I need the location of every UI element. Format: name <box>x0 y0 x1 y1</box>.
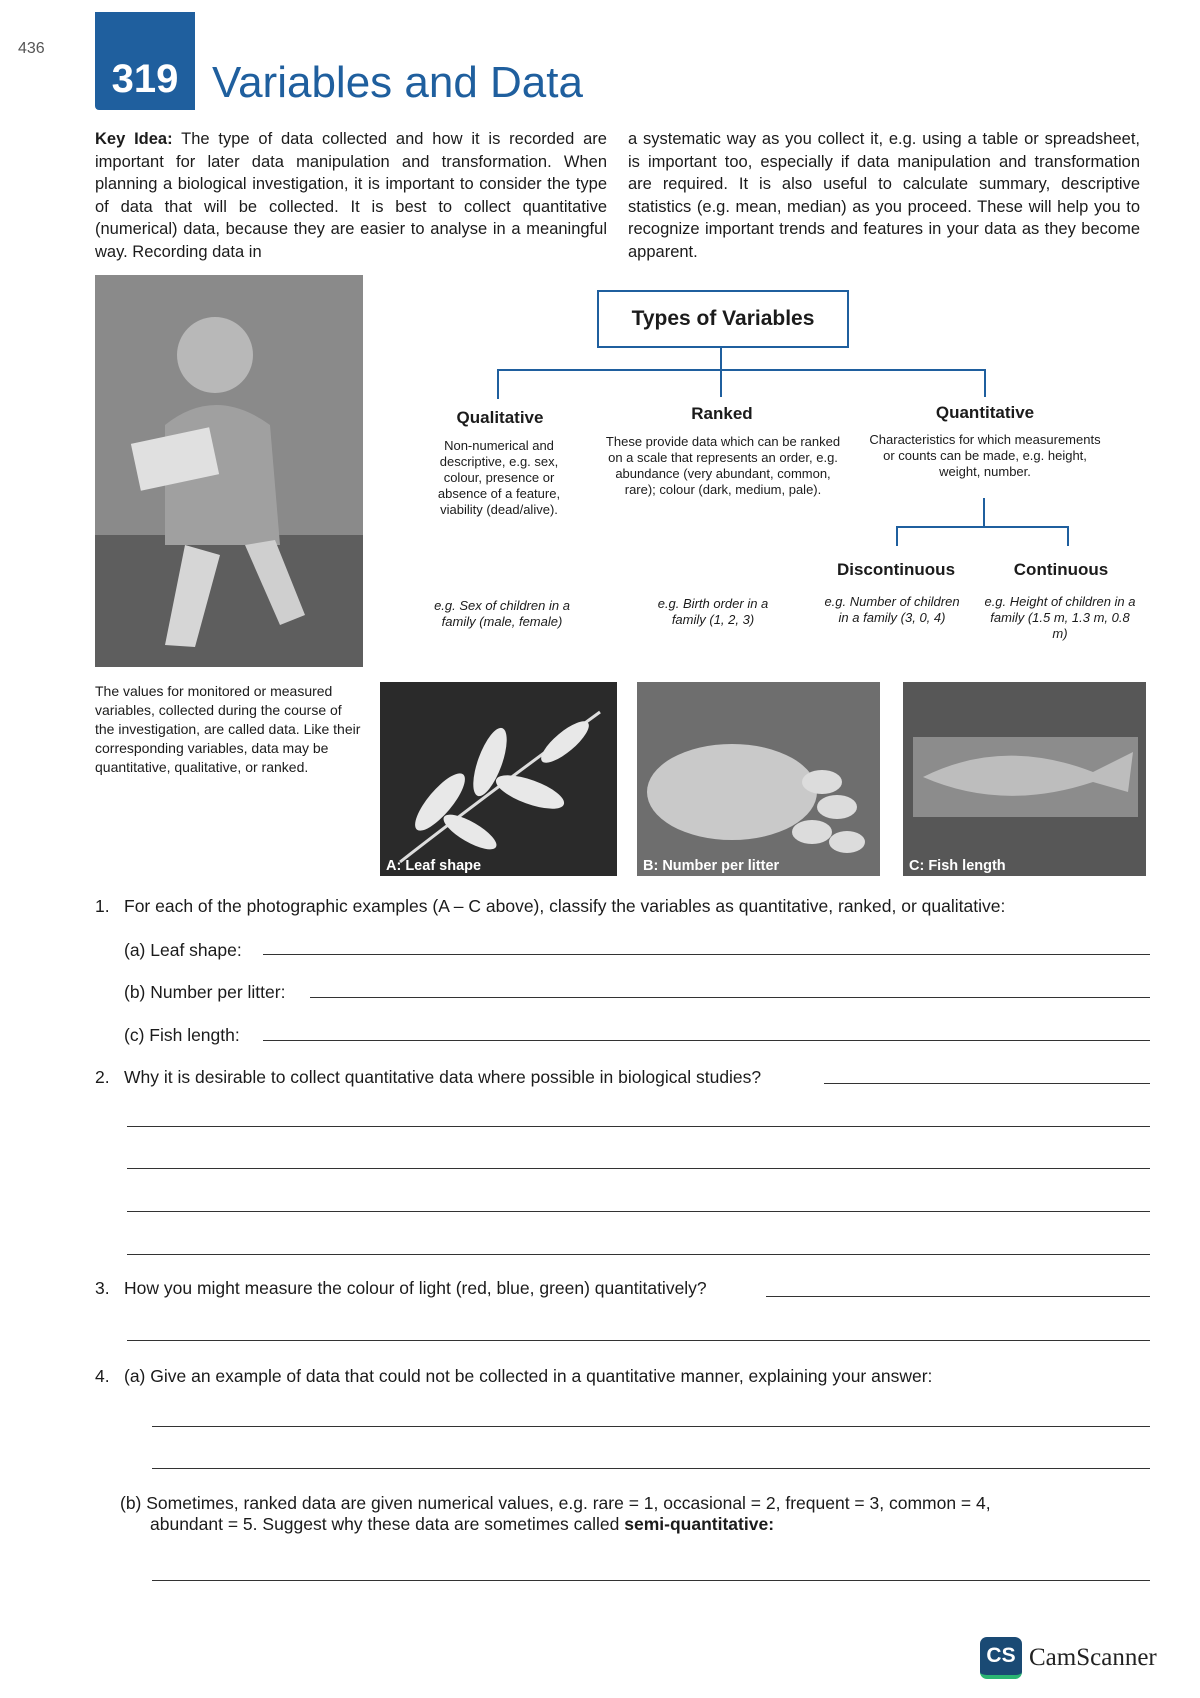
question-2-text: Why it is desirable to collect quantitative data where possible in biological studies? <box>124 1067 762 1087</box>
question-1c-label: (c) Fish length: <box>124 1025 240 1045</box>
photo-leaf-shape <box>380 682 617 876</box>
connector-line <box>896 526 898 546</box>
continuous-heading: Continuous <box>1013 560 1109 579</box>
pig-litter-illustration <box>637 682 880 876</box>
camscanner-watermark <box>980 1636 1194 1680</box>
question-4-number: 4. <box>95 1366 110 1386</box>
key-idea-label: Key Idea: <box>95 130 173 148</box>
ranked-example: e.g. Birth order in a family (1, 2, 3) <box>657 596 769 627</box>
continuous-example: e.g. Height of children in a family (1.5 m, 1.3 m, 0.8 m) <box>984 594 1136 641</box>
photo-a-label: A: Leaf shape <box>386 858 482 874</box>
camscanner-logo-icon: CS <box>980 1637 1022 1679</box>
question-1-number: 1. <box>95 896 110 916</box>
connector-line <box>720 369 722 397</box>
question-4b-line-2 <box>150 1514 1150 1535</box>
side-note: The values for monitored or measured variables, collected during the course of the investigation, are called data. Like their corresponding variables, data may be quantitative, qualitative, or ranked. <box>95 683 361 775</box>
connector-line <box>984 369 986 397</box>
question-1-text: For each of the photographic examples (A – C above), classify the variables as quantitative, ranked, or qualitative: <box>124 896 1006 916</box>
answer-line-2[interactable] <box>127 1168 1150 1169</box>
quantitative-heading: Quantitative <box>935 403 1035 422</box>
question-4a-text: (a) Give an example of data that could not be collected in a quantitative manner, explaining your answer: <box>124 1366 933 1386</box>
connector-line <box>896 526 1069 528</box>
intro-left-text: The type of data collected and how it is recorded are important for later data manipulation and transformation. When planning a biological investigation, it is important to consider the type of data that will be collected. It is best to collect quantitative (numerical) data, because they are easier to analyse in a meaningful way. Recording data in <box>95 130 607 261</box>
question-2-number: 2. <box>95 1067 110 1087</box>
semi-quantitative-term: semi-quantitative: <box>624 1514 775 1534</box>
answer-line-1b[interactable] <box>310 997 1150 998</box>
question-1a-label: (a) Leaf shape: <box>124 940 242 960</box>
ranked-heading: Ranked <box>691 404 753 423</box>
ranked-description: These provide data which can be ranked on a scale that represents an order, e.g. abundance (very abundant, common, rare); colour (dark, medium, pale). <box>605 434 841 497</box>
student-recording-illustration <box>95 275 363 667</box>
connector-line <box>497 369 499 399</box>
answer-line-2[interactable] <box>127 1126 1150 1127</box>
activity-number-tab <box>95 12 195 110</box>
answer-line-1a[interactable] <box>263 954 1150 955</box>
question-4b-line-1: (b) Sometimes, ranked data are given numerical values, e.g. rare = 1, occasional = 2, frequent = 3, common = 4, <box>120 1493 991 1513</box>
leaf-illustration <box>380 682 617 876</box>
answer-line-4b[interactable] <box>152 1580 1150 1581</box>
question-3-number: 3. <box>95 1278 110 1298</box>
discontinuous-heading: Discontinuous <box>836 560 956 579</box>
answer-line-3[interactable] <box>766 1296 1150 1297</box>
connector-line <box>497 369 986 371</box>
connector-line <box>1067 526 1069 546</box>
camscanner-brand: CamScanner <box>1029 1644 1157 1671</box>
answer-line-2[interactable] <box>824 1083 1150 1084</box>
intro-right: a systematic way as you collect it, e.g. using a table or spreadsheet, is important too, especially if data manipulation and transformation are required. It is also useful to calculate summary, descriptive statistics (e.g. mean, median) as you proceed. These will help you to recognize important trends and features in your data as they become apparent. <box>628 130 1140 261</box>
photo-number-per-litter <box>637 682 880 876</box>
connector-line <box>983 498 985 528</box>
answer-line-2[interactable] <box>127 1211 1150 1212</box>
photo-fish-length <box>903 682 1146 876</box>
quantitative-description: Characteristics for which measurements or counts can be made, e.g. height, weight, number. <box>869 432 1101 479</box>
qualitative-description: Non-numerical and descriptive, e.g. sex, colour, presence or absence of a feature, viability (dead/alive). <box>437 438 561 517</box>
student-recording-photo <box>95 275 363 667</box>
question-4b-text: abundant = 5. Suggest why these data are sometimes called <box>150 1514 625 1534</box>
connector-line <box>720 346 722 370</box>
qualitative-example: e.g. Sex of children in a family (male, female) <box>434 598 570 629</box>
answer-line-3[interactable] <box>127 1340 1150 1341</box>
page-number: 436 <box>18 40 45 57</box>
answer-line-4a[interactable] <box>152 1426 1150 1427</box>
answer-line-2[interactable] <box>127 1254 1150 1255</box>
photo-b-label: B: Number per litter <box>643 858 780 874</box>
question-3-text: How you might measure the colour of light (red, blue, green) quantitatively? <box>124 1278 707 1298</box>
page-title: Variables and Data <box>212 58 583 107</box>
qualitative-heading: Qualitative <box>456 408 544 427</box>
types-of-variables-box: Types of Variables <box>597 290 849 348</box>
answer-line-4a[interactable] <box>152 1468 1150 1469</box>
question-1b-label: (b) Number per litter: <box>124 982 286 1002</box>
answer-line-1c[interactable] <box>263 1040 1150 1041</box>
fish-illustration <box>903 682 1146 876</box>
intro-left <box>95 128 607 263</box>
discontinuous-example: e.g. Number of children in a family (3, 0, 4) <box>824 594 960 625</box>
activity-number: 319 <box>111 57 179 101</box>
photo-c-label: C: Fish length <box>909 858 1006 874</box>
